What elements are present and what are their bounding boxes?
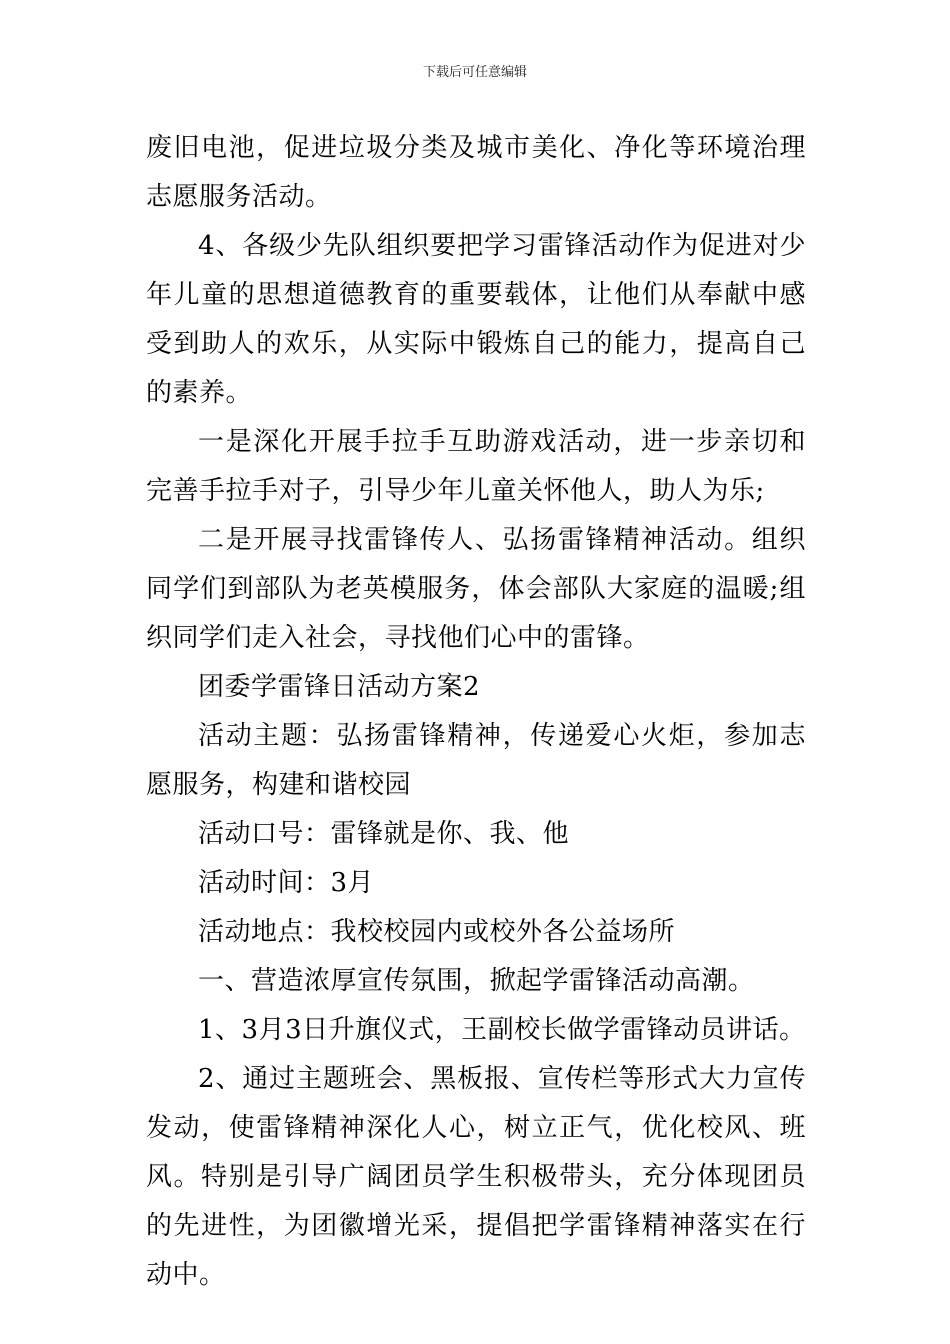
page-header-note: 下载后可任意编辑 bbox=[422, 65, 527, 80]
section-title: 团委学雷锋日活动方案2 bbox=[198, 672, 481, 702]
paragraph-point-1: 一是深化开展手拉手互助游戏活动，进一步亲切和完善手拉手对子，引导少年儿童关怀他人，助人为乐; bbox=[146, 427, 806, 506]
activity-slogan: 活动口号：雷锋就是你、我、他 bbox=[198, 819, 570, 849]
activity-time: 活动时间：3月 bbox=[198, 868, 375, 898]
list-item-2: 2、通过主题班会、黑板报、宣传栏等形式大力宣传发动，使雷锋精神深化人心，树立正气，优化校风、班风。特别是引导广阔团员学生积极带头，充分体现团员的先进性，为团徽增光采，提倡把学雷锋精神落实在行动中。 bbox=[146, 1064, 806, 1290]
activity-theme: 活动主题：弘扬雷锋精神，传递爱心火炬，参加志愿服务，构建和谐校园 bbox=[146, 721, 806, 800]
paragraph-continued: 废旧电池，促进垃圾分类及城市美化、净化等环境治理志愿服务活动。 bbox=[146, 133, 806, 212]
activity-location: 活动地点：我校校园内或校外各公益场所 bbox=[198, 917, 676, 947]
list-item-1: 1、3月3日升旗仪式，王副校长做学雷锋动员讲话。 bbox=[198, 1015, 806, 1045]
paragraph-item-4: 4、各级少先队组织要把学习雷锋活动作为促进对少年儿童的思想道德教育的重要载体，让他们从奉献中感受到助人的欢乐，从实际中锻炼自己的能力，提高自己的素养。 bbox=[146, 231, 806, 408]
paragraph-point-2: 二是开展寻找雷锋传人、弘扬雷锋精神活动。组织同学们到部队为老英模服务，体会部队大家庭的温暖;组织同学们走入社会，寻找他们心中的雷锋。 bbox=[146, 525, 806, 653]
document-body bbox=[146, 124, 806, 1300]
section-heading-1: 一、营造浓厚宣传氛围，掀起学雷锋活动高潮。 bbox=[198, 966, 755, 996]
